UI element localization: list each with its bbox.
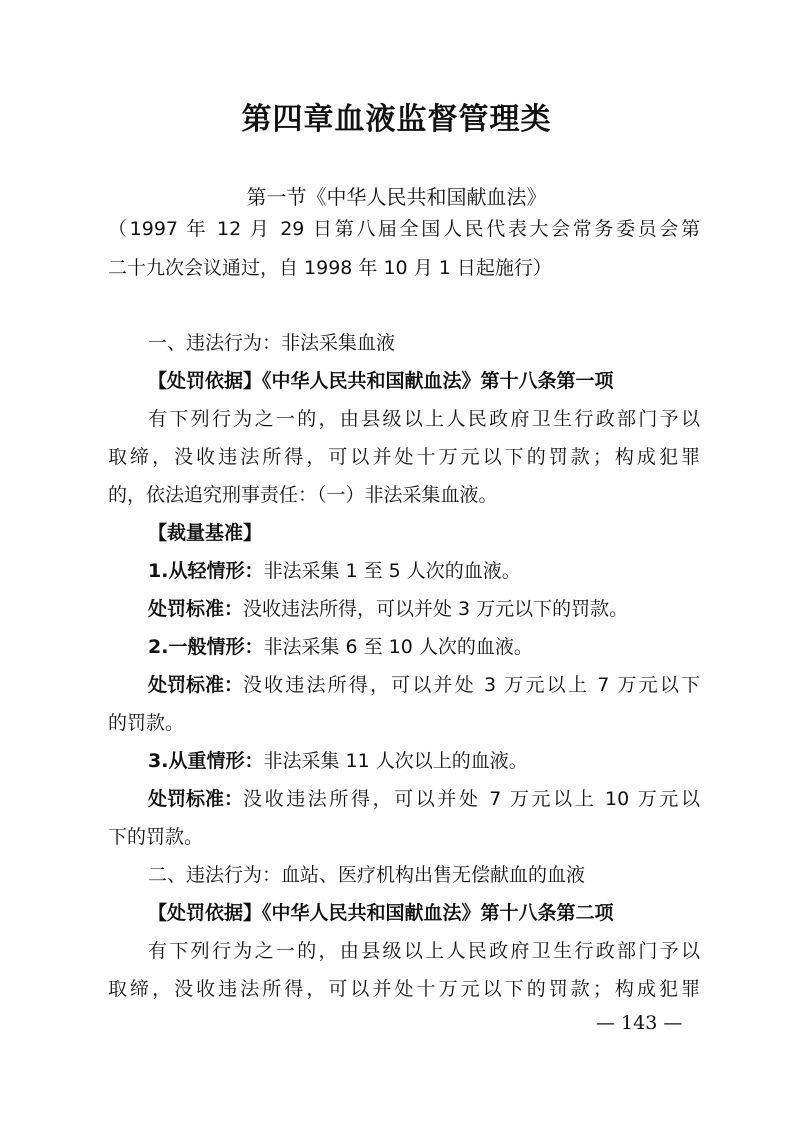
chapter-title: 第四章血液监督管理类	[241, 102, 552, 137]
standard-text-continued: 下的罚款。	[108, 826, 204, 848]
standard-label: 处罚标准：	[148, 788, 244, 810]
standard-text-continued: 的罚款。	[108, 712, 185, 734]
penalty-basis: 【处罚依据】《中华人民共和国献血法》第十八条第二项	[148, 902, 614, 924]
standard-label: 处罚标准：	[148, 674, 244, 696]
penalty-standard-light	[148, 596, 628, 622]
standard-text: 没收违法所得，可以并处 3 万元以下的罚款。	[243, 598, 629, 620]
violation-heading: 二、违法行为：血站、医疗机构出售无偿献血的血液	[148, 864, 586, 886]
circumstance-text: 非法采集 1 至 5 人次的血液。	[263, 560, 521, 582]
standard-text: 没收违法所得，可以并处 3 万元以上 7 万元以下	[243, 674, 700, 696]
circumstance-text: 非法采集 6 至 10 人次的血液。	[263, 636, 533, 658]
circumstance-normal	[148, 634, 533, 660]
violation-heading: 一、违法行为：非法采集血液	[148, 332, 396, 354]
page-number: — 143 —	[596, 1012, 683, 1034]
enactment-note-line: （1997 年 12 月 29 日第八届全国人民代表大会常务委员会第	[108, 218, 700, 240]
circumstance-text: 非法采集 11 人次以上的血液。	[263, 750, 528, 772]
basis-text-line: 有下列行为之一的，由县级以上人民政府卫生行政部门予以	[148, 408, 700, 430]
circumstance-label: 1.从轻情形：	[148, 560, 264, 582]
basis-text-line: 有下列行为之一的，由县级以上人民政府卫生行政部门予以	[148, 940, 700, 962]
standard-text: 没收违法所得，可以并处 7 万元以上 10 万元以	[243, 788, 700, 810]
benchmark-heading: 【裁量基准】	[148, 522, 263, 544]
basis-text-line: 的，依法追究刑事责任：（一）非法采集血液。	[108, 484, 498, 506]
basis-text-line: 取缔，没收违法所得，可以并处十万元以下的罚款；构成犯罪	[108, 978, 700, 1000]
circumstance-label: 2.一般情形：	[148, 636, 264, 658]
basis-text-line: 取缔，没收违法所得，可以并处十万元以下的罚款；构成犯罪	[108, 446, 700, 468]
enactment-note-line: 二十九次会议通过，自 1998 年 10 月 1 日起施行）	[108, 257, 552, 279]
penalty-basis: 【处罚依据】《中华人民共和国献血法》第十八条第一项	[148, 370, 614, 392]
circumstance-light	[148, 558, 521, 584]
penalty-standard-normal	[148, 672, 700, 698]
section-title: 第一节《中华人民共和国献血法》	[246, 185, 547, 209]
penalty-standard-heavy	[148, 786, 700, 812]
circumstance-heavy	[148, 748, 528, 774]
standard-label: 处罚标准：	[148, 598, 244, 620]
circumstance-label: 3.从重情形：	[148, 750, 264, 772]
